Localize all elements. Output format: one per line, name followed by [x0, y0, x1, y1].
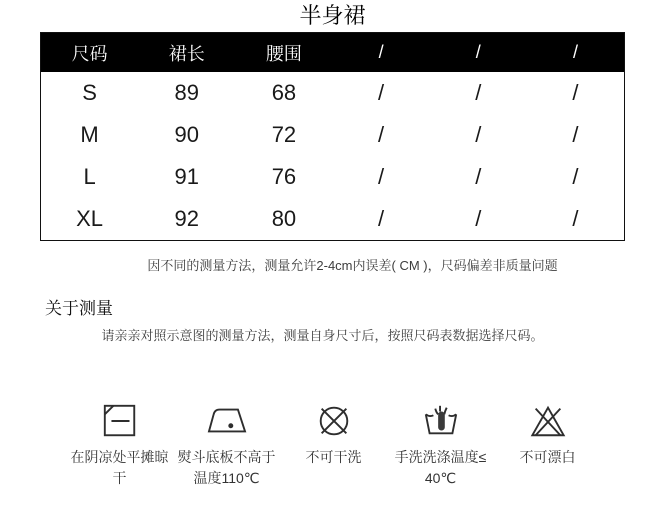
care-symbols-row	[66, 400, 601, 489]
cell-value: /	[572, 80, 579, 105]
cell-value: /	[378, 164, 385, 189]
hand-wash-40-icon	[420, 400, 462, 442]
cell-value: /	[572, 122, 579, 147]
size-table-header-row	[41, 33, 624, 72]
care-label: 手洗洗涤温度≤ 40℃	[394, 449, 487, 486]
care-item-dry-flat	[66, 400, 173, 489]
cell-value: 72	[271, 122, 297, 147]
care-item-no-bleach	[494, 400, 601, 489]
cell-value: /	[475, 164, 482, 189]
header-cell-waist: 腰围	[265, 43, 302, 64]
cell-value: 68	[271, 80, 297, 105]
page-title: 半身裙	[299, 3, 366, 28]
table-row-m	[41, 114, 624, 156]
care-label: 在阴凉处平摊晾 干	[70, 449, 169, 486]
cell-value: /	[572, 164, 579, 189]
tolerance-note: 因不同的测量方法，测量允许2-4cm内误差( CM )，尺码偏差非质量问题	[147, 258, 558, 273]
header-cell-slash: /	[572, 42, 578, 62]
cell-value: /	[572, 206, 579, 231]
cell-value: 89	[174, 80, 199, 105]
care-item-iron	[173, 400, 280, 489]
care-item-no-dry-clean	[280, 400, 387, 489]
cell-value: 80	[271, 206, 297, 231]
cell-value: /	[475, 206, 482, 231]
cell-value: 90	[174, 122, 199, 147]
no-bleach-icon	[528, 400, 568, 442]
care-label: 不可干洗	[305, 449, 362, 465]
cell-value: /	[378, 80, 385, 105]
cell-size: M	[80, 122, 99, 147]
header-cell-length: 裙长	[168, 43, 205, 64]
care-label: 不可漂白	[519, 449, 576, 465]
no-dry-clean-icon	[314, 400, 354, 442]
iron-low-temp-icon	[205, 400, 249, 442]
table-row-xl	[41, 198, 624, 240]
care-item-hand-wash	[387, 400, 494, 489]
cell-value: /	[475, 80, 482, 105]
header-cell-slash: /	[475, 42, 481, 62]
cell-value: 91	[174, 164, 199, 189]
cell-size: XL	[76, 206, 104, 231]
header-cell-slash: /	[378, 42, 384, 62]
table-row-s	[41, 72, 624, 114]
care-label: 熨斗底板不高于 温度110℃	[177, 449, 276, 486]
dry-flat-in-shade-icon	[101, 400, 139, 442]
cell-value: 92	[174, 206, 199, 231]
cell-value: /	[378, 122, 385, 147]
cell-value: 76	[271, 164, 297, 189]
table-row-l	[41, 156, 624, 198]
measurement-section-title: 关于测量	[45, 299, 113, 318]
cell-size: L	[83, 164, 96, 189]
cell-size: S	[82, 80, 97, 105]
size-table-body	[41, 72, 624, 240]
cell-value: /	[378, 206, 385, 231]
cell-value: /	[475, 122, 482, 147]
measurement-instruction: 请亲亲对照示意图的测量方法，测量自身尺寸后，按照尺码表数据选择尺码。	[101, 328, 544, 343]
header-cell-size: 尺码	[71, 43, 108, 64]
size-table	[40, 32, 625, 241]
